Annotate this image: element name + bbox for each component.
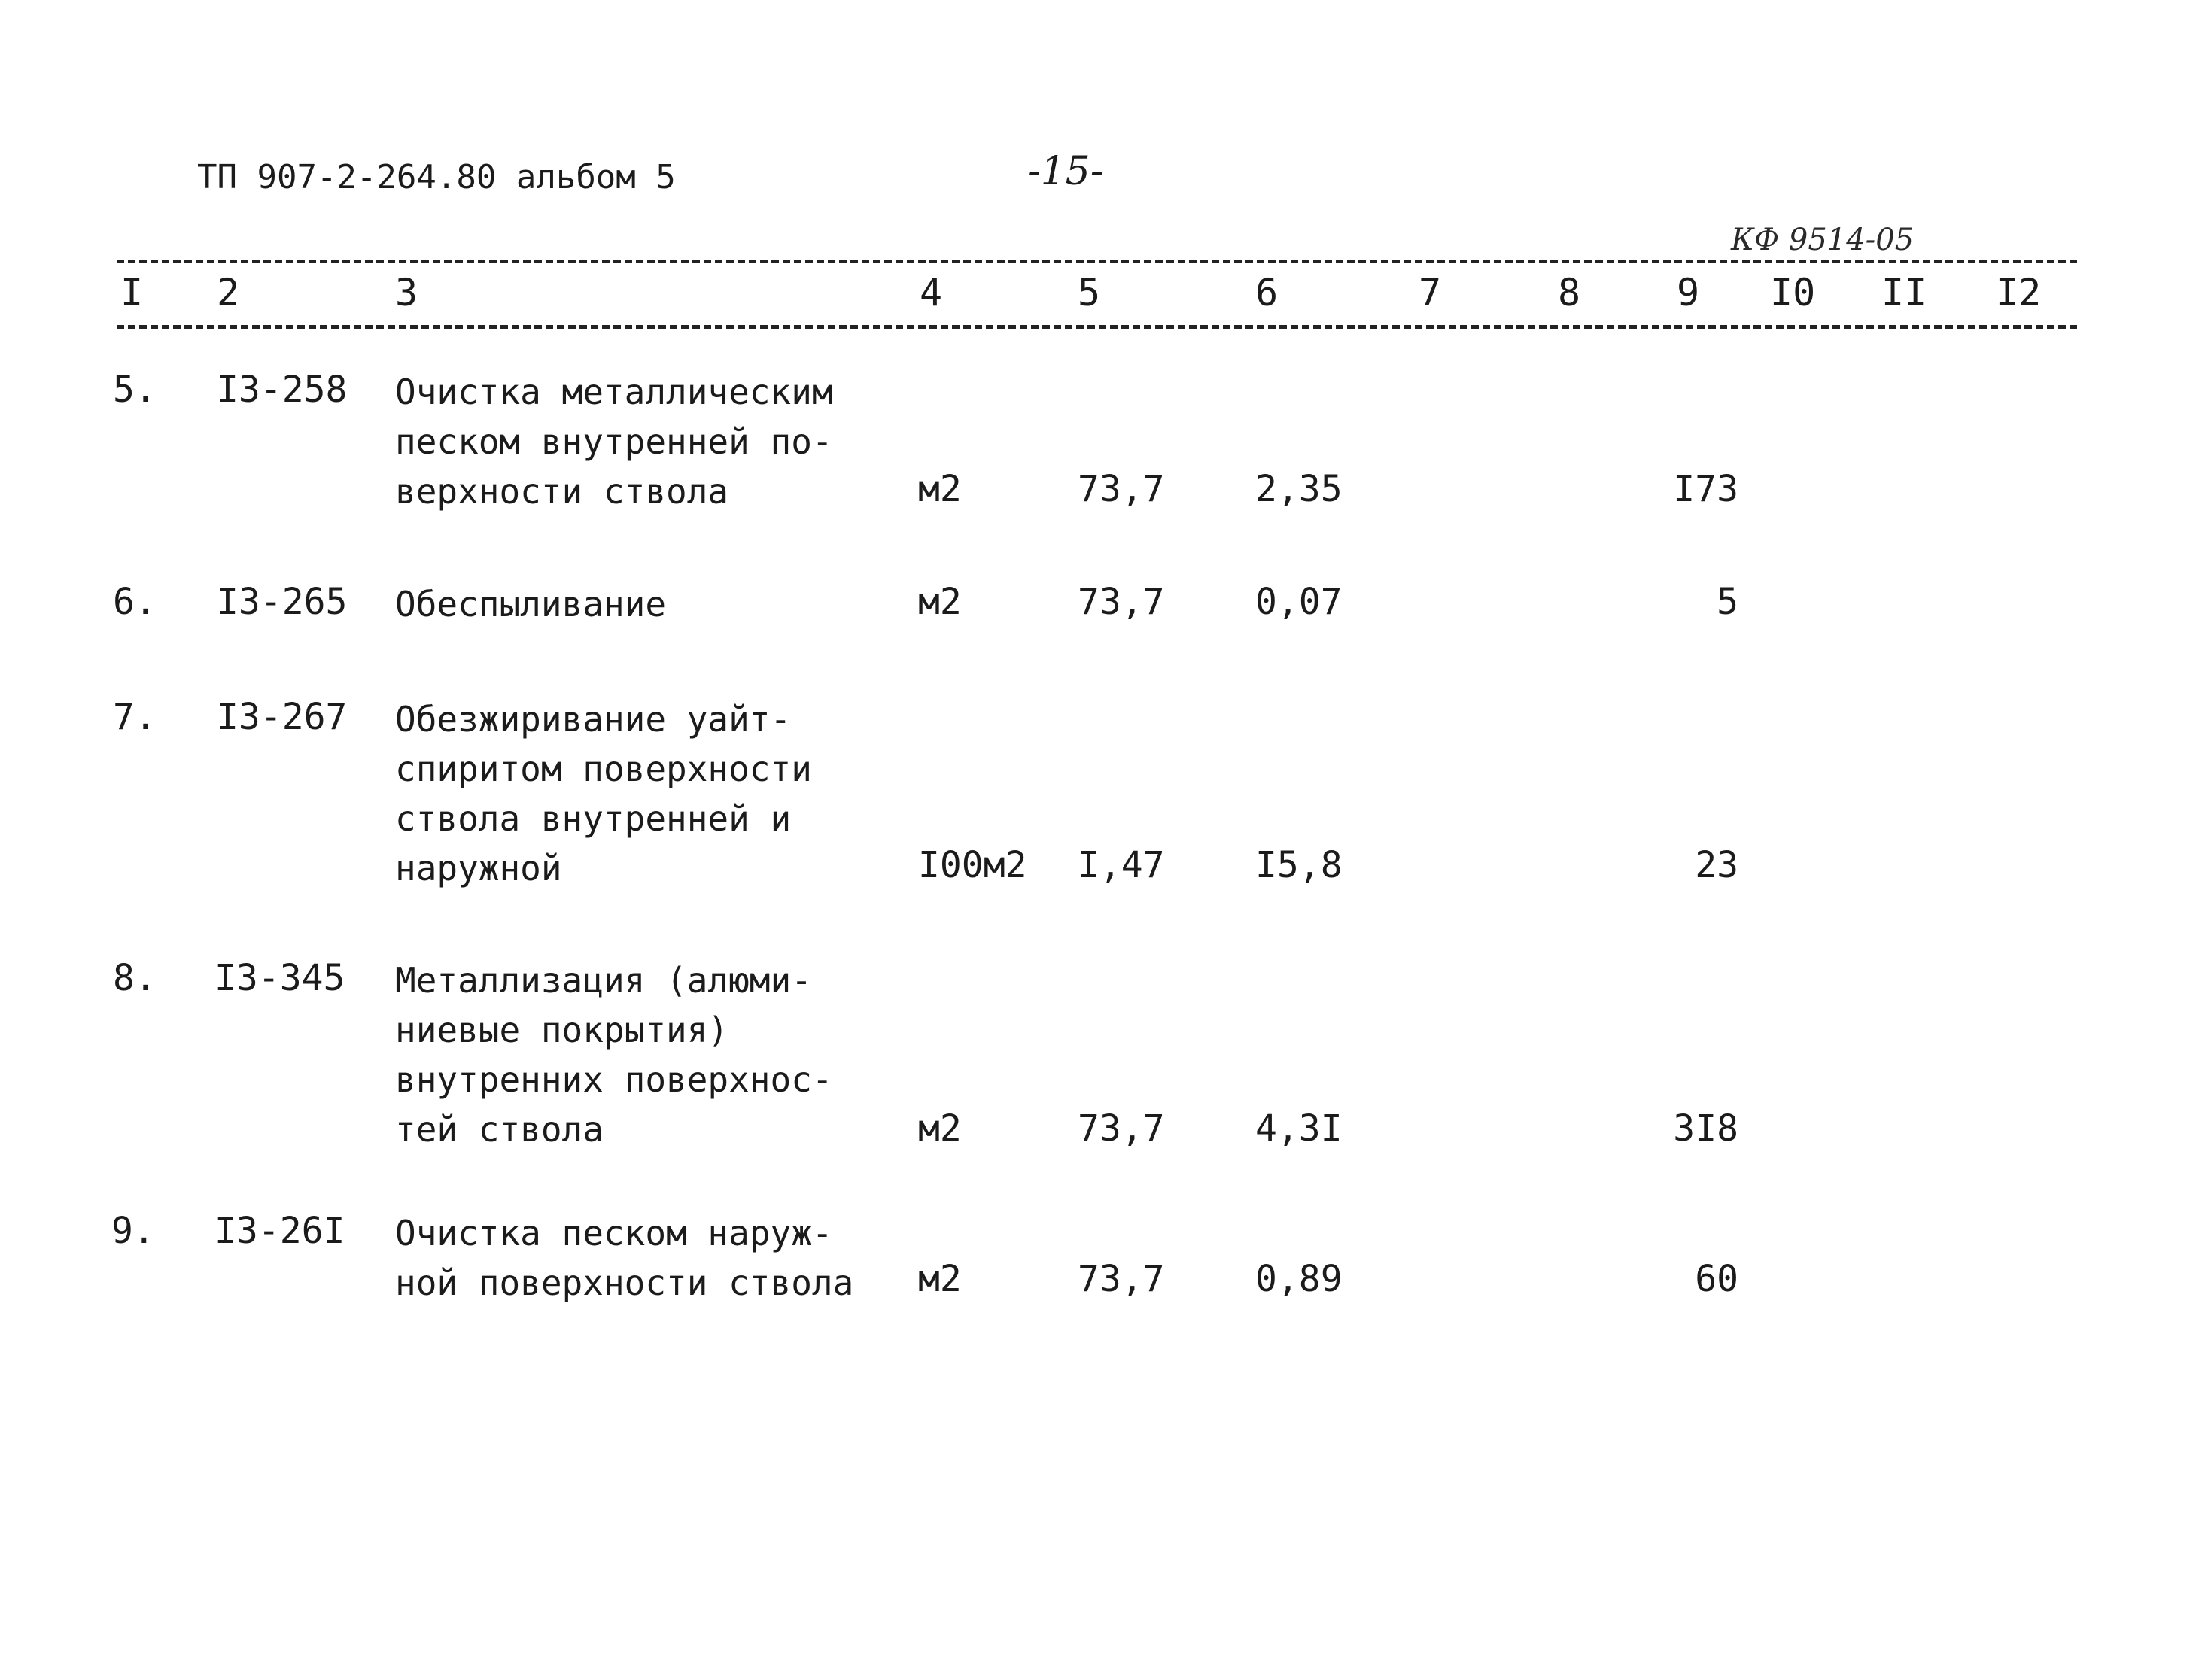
unit-price: 0,07 <box>1255 581 1343 623</box>
unit-price: 4,3I <box>1255 1107 1343 1150</box>
quantity: I,47 <box>1078 844 1165 886</box>
total-cost: I73 <box>1673 468 1738 510</box>
column-number-2: 2 <box>217 271 240 314</box>
column-number-12: I2 <box>1996 271 2042 314</box>
work-description: Обезжиривание уайт- спиритом поверхности ствола внутренней и наружной <box>395 699 812 889</box>
norm-code: I3-258 <box>217 369 348 411</box>
work-description: Очистка металлическим песком внутренней по- верхности ствола <box>395 372 833 512</box>
unit: м2 <box>918 1258 962 1300</box>
total-cost: 5 <box>1717 581 1738 623</box>
quantity: 73,7 <box>1078 1107 1165 1150</box>
row-number: 5. <box>113 369 157 411</box>
column-number-9: 9 <box>1677 271 1700 314</box>
quantity: 73,7 <box>1078 468 1165 510</box>
column-number-4: 4 <box>920 271 943 314</box>
handwritten-stamp: КФ 9514-05 <box>1731 223 1915 257</box>
norm-code: I3-345 <box>214 957 345 999</box>
quantity: 73,7 <box>1078 581 1165 623</box>
column-number-8: 8 <box>1558 271 1581 314</box>
row-number: 6. <box>113 581 157 623</box>
total-cost: 60 <box>1695 1258 1738 1300</box>
unit-price: 2,35 <box>1255 468 1343 510</box>
quantity: 73,7 <box>1078 1258 1165 1300</box>
unit: I00м2 <box>918 844 1027 886</box>
total-cost: 23 <box>1695 844 1738 886</box>
row-number: 9. <box>111 1210 155 1252</box>
total-cost: 3I8 <box>1673 1107 1738 1150</box>
row-number: 8. <box>113 957 157 999</box>
column-number-3: 3 <box>395 271 418 314</box>
column-number-5: 5 <box>1078 271 1101 314</box>
column-number-11: II <box>1881 271 1927 314</box>
unit: м2 <box>918 468 962 510</box>
work-description: Очистка песком наруж- ной поверхности ствола <box>395 1213 854 1303</box>
norm-code: I3-26I <box>214 1210 345 1252</box>
header-bottom-rule <box>117 325 2077 329</box>
header-top-rule <box>117 260 2077 263</box>
unit-price: I5,8 <box>1255 844 1343 886</box>
column-number-10: I0 <box>1770 271 1816 314</box>
work-description: Обеспыливание <box>395 584 667 624</box>
row-number: 7. <box>113 696 157 738</box>
unit: м2 <box>918 1107 962 1150</box>
document-reference: ТП 907-2-264.80 альбом 5 <box>197 158 676 196</box>
column-number-1: I <box>120 271 144 314</box>
page-number: -15- <box>1027 149 1104 194</box>
column-number-6: 6 <box>1255 271 1279 314</box>
unit: м2 <box>918 581 962 623</box>
column-number-7: 7 <box>1419 271 1442 314</box>
unit-price: 0,89 <box>1255 1258 1343 1300</box>
norm-code: I3-265 <box>217 581 348 623</box>
work-description: Металлизация (алюми- ниевые покрытия) внутренних поверхнос- тей ствола <box>395 960 833 1150</box>
norm-code: I3-267 <box>217 696 348 738</box>
